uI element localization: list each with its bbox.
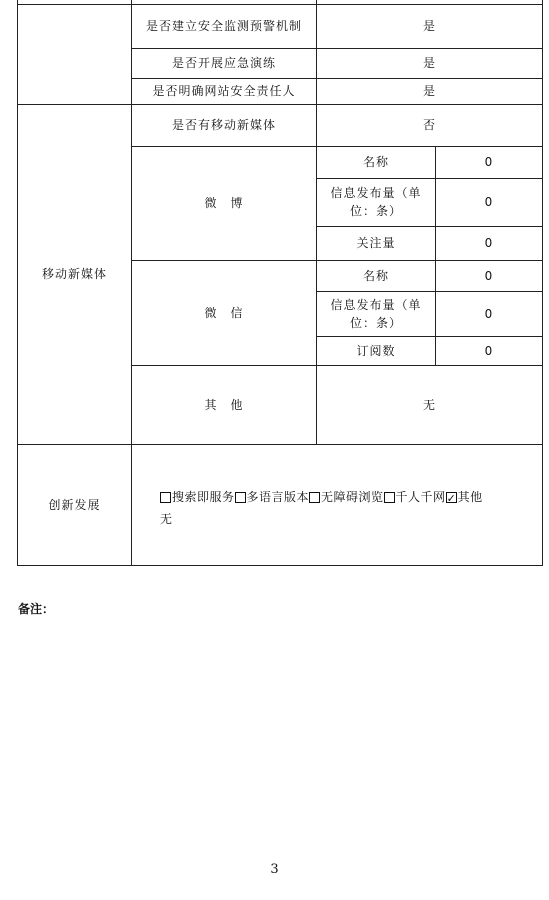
monitor-value: 是 [422,19,436,33]
checkbox-icon[interactable] [160,492,171,503]
other-label: 其 他 [204,397,244,412]
weibo-posts-label: 信息发布量（单位：条） [330,186,422,218]
option-multilingual[interactable]: 多语言版本 [235,490,310,504]
weibo-name-label: 名称 [362,155,389,169]
note-label: 备注： [18,602,55,616]
drill-value: 是 [422,56,436,70]
wechat-name-value: 0 [484,268,494,283]
drill-label: 是否开展应急演练 [171,56,276,70]
mobile-has-label: 是否有移动新媒体 [171,118,276,132]
mobile-section-label: 移动新媒体 [41,267,107,281]
monitor-label: 是否建立安全监测预警机制 [145,19,302,33]
weibo-name-value: 0 [484,155,494,169]
weibo-posts-value: 0 [484,195,494,209]
weibo-follow-value: 0 [484,236,494,250]
innovation-other-text: 无 [160,512,173,526]
owner-value: 是 [422,84,436,98]
option-other[interactable]: ✓ 其他 [446,490,483,504]
wechat-label: 微 信 [204,305,244,320]
wechat-name-label: 名称 [362,268,389,283]
innovation-options [160,486,540,530]
weibo-label: 微 博 [204,196,244,210]
wechat-posts-label: 信息发布量（单位：条） [330,297,422,330]
mobile-has-value: 否 [422,118,436,132]
option-accessibility[interactable]: 无障碍浏览 [309,490,384,504]
checkbox-icon[interactable] [309,492,320,503]
wechat-posts-value: 0 [484,306,494,321]
page-number: 3 [270,862,279,877]
checkbox-icon[interactable] [384,492,395,503]
other-value: 无 [422,397,436,412]
wechat-sub-label: 订阅数 [356,343,396,358]
weibo-follow-label: 关注量 [356,236,396,250]
option-personalized[interactable]: 千人千网 [384,490,446,504]
checkbox-icon[interactable] [235,492,246,503]
owner-label: 是否明确网站安全责任人 [152,84,296,98]
innovation-label: 创新发展 [48,497,101,512]
checked-checkbox-icon[interactable] [446,492,457,503]
option-search-service[interactable]: 搜索即服务 [160,490,235,504]
wechat-sub-value: 0 [484,343,494,358]
